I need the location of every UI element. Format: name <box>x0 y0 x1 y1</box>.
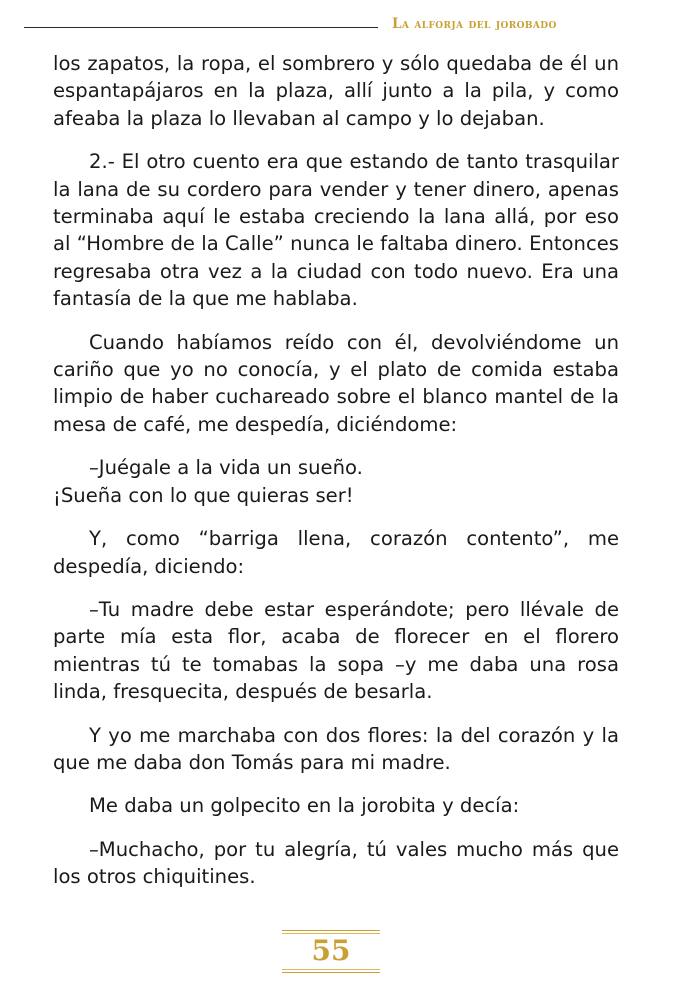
page-number: 55 <box>311 934 351 967</box>
paragraph-two-flowers: Y yo me marchaba con dos flores: la del corazón y la que me daba don Tomás para mi madre. <box>53 723 619 774</box>
dialogue-rose: –Tu madre debe estar esperándote; pero llévale de parte mía esta flor, acaba de florecer en el florero mientras tú te tomabas la sopa –y me daba una rosa linda, fresquecita, después de besarla. <box>53 597 619 704</box>
paragraph-farewell: Cuando habíamos reído con él, devolviéndome un cariño que yo no conocía, y el plato de comida estaba limpio de haber cuchareado sobre el blanco mantel de la mesa de café, me despedía, diciéndome: <box>53 330 619 436</box>
folio-rule-top <box>282 930 380 931</box>
paragraph-second-tale: 2.- El otro cuento era que estando de tanto trasquilar la lana de su cordero para vender y tener dinero, apenas terminaba aquí le estaba creciendo la lana allá, por eso al “Hombre de la Calle” nunca le faltaba dinero. Entonces regresaba otra vez a la ciudad con todo nuevo. Era una fantasía de la que me hablaba. <box>53 150 619 311</box>
paragraph-full-belly: Y, como “barriga llena, corazón contento”, me despedía, diciendo: <box>53 527 619 578</box>
running-header <box>0 14 685 38</box>
paragraph-pat: Me daba un golpecito en la jorobita y decía: <box>89 794 520 818</box>
header-rule <box>24 27 378 28</box>
dialogue-line-be: ¡Sueña con lo que quieras ser! <box>53 483 354 507</box>
dialogue-boy: –Muchacho, por tu alegría, tú vales mucho más que los otros chiquitines. <box>53 837 619 889</box>
folio-rule-bottom-inner <box>282 969 380 970</box>
body-text <box>53 50 619 907</box>
running-title: La alforja del jorobado <box>392 16 557 32</box>
dialogue-line-dream: –Juégale a la vida un sueño. <box>89 456 363 480</box>
page-number-box <box>282 928 380 974</box>
folio-rule-bottom <box>282 972 380 973</box>
paragraph-continuation: los zapatos, la ropa, el sombrero y sólo quedaba de él un espantapájaros en la plaza, allí junto a la pila, y como afeaba la plaza lo llevaban al campo y lo dejaban. <box>53 52 619 130</box>
